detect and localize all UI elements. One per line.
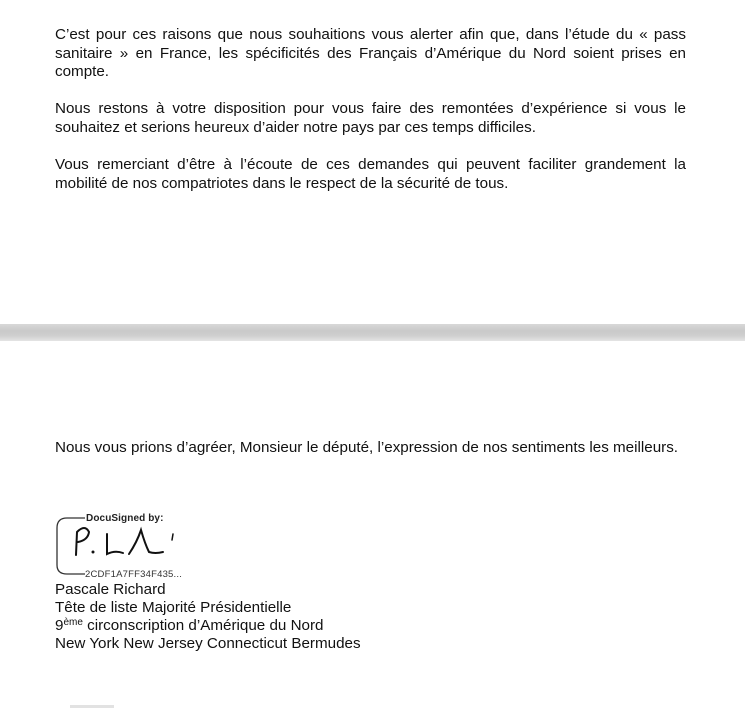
document-page-1 xyxy=(0,0,745,324)
docusign-envelope-code: 2CDF1A7FF34F435... xyxy=(85,569,183,580)
signatory-name: Pascale Richard xyxy=(55,581,166,598)
signatory-title: Tête de liste Majorité Présidentielle xyxy=(55,599,292,616)
district-number: 9 xyxy=(55,617,64,634)
docusign-signature-block xyxy=(55,510,205,580)
paragraph-disposition: Nous restons à votre disposition pour vous faire des remontées d’expérience si vous le souhaitez et serions heureux d’aider notre pays par ces temps difficiles. xyxy=(55,100,686,136)
signatory-district xyxy=(55,617,361,635)
handwritten-signature xyxy=(76,528,89,555)
page-separator xyxy=(0,324,745,341)
paragraph-pass-sanitaire: C’est pour ces raisons que nous souhaitions vous alerter afin que, dans l’étude du « pass sanitaire » en France, les spécificités des Français d’Amérique du Nord soient prises en compte. xyxy=(55,26,686,80)
district-rest: circonscription d’Amérique du Nord xyxy=(82,617,324,634)
cropped-footer-mark xyxy=(70,704,114,708)
paragraph-remerciement: Vous remerciant d’être à l’écoute de ces demandes qui peuvent faciliter grandement la mobilité de nos compatriotes dans le respect de la sécurité de tous. xyxy=(55,156,686,192)
district-suffix: ème xyxy=(63,617,83,628)
signatory-details xyxy=(55,581,361,653)
docusign-header: DocuSigned by: xyxy=(86,513,164,524)
closing-formula: Nous vous prions d’agréer, Monsieur le député, l’expression de nos sentiments les meilleurs. xyxy=(55,439,679,456)
signatory-region: New York New Jersey Connecticut Bermudes xyxy=(55,635,361,652)
